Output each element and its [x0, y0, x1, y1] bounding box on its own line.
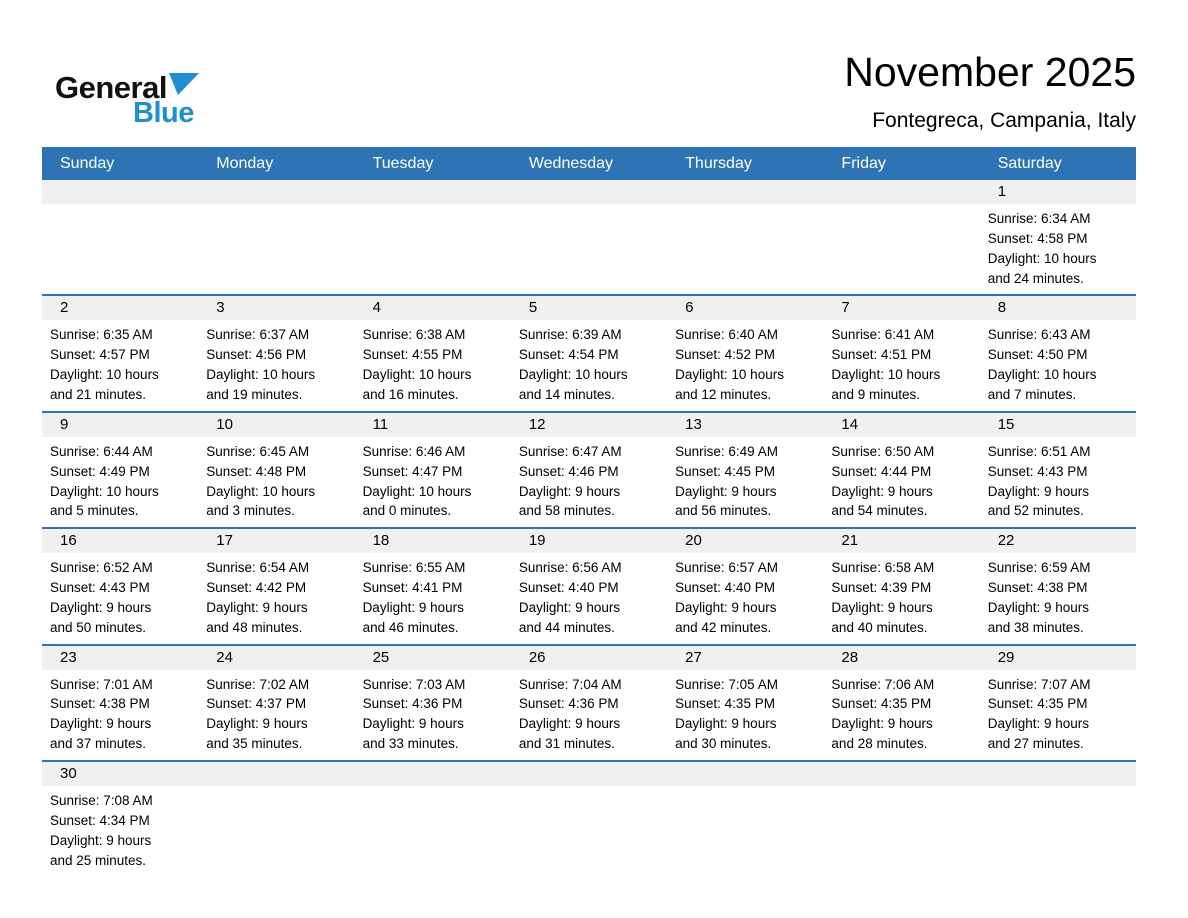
- detail-line: Sunrise: 6:44 AM: [50, 443, 153, 459]
- detail-line: Daylight: 10 hours: [206, 367, 316, 383]
- day-number: [667, 180, 823, 204]
- detail-line: Daylight: 10 hours: [50, 483, 159, 499]
- day-cell: [42, 296, 198, 410]
- detail-line: Sunset: 4:43 PM: [987, 463, 1088, 479]
- day-number: [823, 762, 979, 786]
- day-details: [42, 553, 198, 643]
- detail-line: and 50 minutes.: [50, 619, 147, 635]
- detail-line: Daylight: 9 hours: [831, 599, 933, 615]
- detail-line: Sunrise: 6:52 AM: [50, 560, 153, 576]
- day-number: 19: [511, 529, 667, 553]
- detail-line: Sunrise: 7:02 AM: [206, 676, 310, 692]
- empty-day-cell: [980, 762, 1136, 876]
- day-cell: [667, 413, 823, 527]
- detail-line: Daylight: 10 hours: [518, 367, 628, 383]
- day-number: 20: [667, 529, 823, 553]
- detail-line: Sunset: 4:36 PM: [362, 696, 463, 712]
- detail-line: Sunset: 4:47 PM: [362, 463, 463, 479]
- detail-line: and 31 minutes.: [518, 736, 615, 752]
- day-details: [198, 670, 354, 760]
- detail-line: Sunrise: 7:05 AM: [675, 676, 778, 692]
- detail-line: and 12 minutes.: [675, 387, 772, 402]
- logo-general-text: General: [55, 70, 167, 105]
- detail-line: Daylight: 9 hours: [987, 599, 1090, 615]
- empty-day-cell: [198, 762, 354, 876]
- detail-line: Sunrise: 7:03 AM: [362, 676, 466, 692]
- day-cell: [42, 762, 198, 876]
- detail-line: Sunset: 4:35 PM: [675, 696, 775, 712]
- detail-line: and 27 minutes.: [987, 736, 1084, 752]
- detail-line: Sunrise: 6:34 AM: [987, 211, 1091, 227]
- day-number: 5: [511, 296, 667, 320]
- detail-line: Sunset: 4:39 PM: [831, 580, 932, 596]
- detail-line: Sunrise: 7:06 AM: [831, 676, 935, 692]
- day-details: [980, 204, 1136, 294]
- day-details: [198, 437, 354, 527]
- day-details: [511, 553, 667, 643]
- day-cell: [980, 529, 1136, 643]
- detail-line: and 42 minutes.: [675, 619, 772, 635]
- detail-line: and 28 minutes.: [831, 736, 928, 752]
- day-number: 16: [42, 529, 198, 553]
- detail-line: and 14 minutes.: [518, 387, 615, 402]
- day-cell: [198, 413, 354, 527]
- detail-line: Daylight: 9 hours: [518, 716, 621, 732]
- detail-line: Sunset: 4:35 PM: [831, 696, 932, 712]
- day-details: [511, 670, 667, 760]
- day-cell: [667, 646, 823, 760]
- day-number: 25: [355, 646, 511, 670]
- dow-friday: Friday: [841, 154, 886, 172]
- day-number: [511, 762, 667, 786]
- logo-triangle-icon: [169, 73, 199, 95]
- empty-day-cell: [42, 180, 198, 294]
- day-number: 6: [667, 296, 823, 320]
- day-cell: [667, 529, 823, 643]
- day-number: 18: [355, 529, 511, 553]
- detail-line: Sunrise: 6:43 AM: [987, 327, 1091, 343]
- detail-line: Daylight: 9 hours: [50, 599, 152, 615]
- day-number: 30: [42, 762, 198, 786]
- detail-line: and 7 minutes.: [987, 387, 1077, 402]
- detail-line: Sunrise: 7:01 AM: [50, 676, 153, 692]
- day-cell: [42, 529, 198, 643]
- day-cell: [511, 529, 667, 643]
- week-row: [42, 294, 1136, 410]
- day-number: 12: [511, 413, 667, 437]
- day-cell: [355, 646, 511, 760]
- day-cell: [511, 413, 667, 527]
- day-number: 29: [980, 646, 1136, 670]
- detail-line: Sunset: 4:57 PM: [50, 347, 150, 363]
- day-details: [355, 670, 511, 760]
- day-cell: [823, 529, 979, 643]
- week-row: [42, 411, 1136, 527]
- week-row: [42, 180, 1136, 294]
- day-number: [198, 762, 354, 786]
- detail-line: Daylight: 9 hours: [987, 483, 1090, 499]
- detail-line: Daylight: 9 hours: [206, 599, 308, 615]
- day-number: 13: [667, 413, 823, 437]
- day-cell: [355, 529, 511, 643]
- day-number: 21: [823, 529, 979, 553]
- detail-line: Sunset: 4:46 PM: [518, 463, 619, 479]
- day-details: [823, 670, 979, 760]
- detail-line: and 35 minutes.: [206, 736, 303, 752]
- dow-saturday: Saturday: [997, 154, 1062, 172]
- detail-line: Daylight: 10 hours: [987, 367, 1097, 383]
- day-number: 8: [980, 296, 1136, 320]
- detail-line: Daylight: 9 hours: [831, 716, 933, 732]
- detail-line: and 19 minutes.: [206, 387, 303, 402]
- detail-line: Sunset: 4:52 PM: [675, 347, 775, 363]
- detail-line: Sunset: 4:55 PM: [362, 347, 463, 363]
- detail-line: Sunset: 4:42 PM: [206, 580, 307, 596]
- detail-line: Sunset: 4:37 PM: [206, 696, 307, 712]
- day-number: 3: [198, 296, 354, 320]
- week-row: [42, 760, 1136, 876]
- detail-line: Daylight: 9 hours: [50, 832, 152, 848]
- detail-line: Sunset: 4:56 PM: [206, 347, 307, 363]
- day-cell: [823, 646, 979, 760]
- empty-day-cell: [667, 762, 823, 876]
- dow-thursday: Thursday: [685, 154, 752, 172]
- logo-blue-text: Blue: [133, 97, 194, 129]
- day-details: [355, 320, 511, 410]
- dow-tuesday: Tuesday: [372, 154, 434, 172]
- detail-line: Sunset: 4:35 PM: [987, 696, 1088, 712]
- detail-line: Sunrise: 6:56 AM: [518, 560, 622, 576]
- weeks-container: [42, 180, 1136, 876]
- detail-line: Sunset: 4:40 PM: [675, 580, 775, 596]
- detail-line: Sunset: 4:34 PM: [50, 812, 150, 828]
- empty-day-cell: [511, 762, 667, 876]
- detail-line: Daylight: 10 hours: [987, 250, 1097, 266]
- detail-line: Daylight: 9 hours: [675, 716, 777, 732]
- detail-line: and 33 minutes.: [362, 736, 459, 752]
- empty-day-cell: [823, 762, 979, 876]
- detail-line: Sunset: 4:54 PM: [518, 347, 619, 363]
- detail-line: Daylight: 9 hours: [206, 716, 308, 732]
- day-details: [823, 437, 979, 527]
- detail-line: Sunrise: 6:41 AM: [831, 327, 935, 343]
- calendar-table: [42, 147, 1136, 876]
- detail-line: Daylight: 9 hours: [518, 483, 621, 499]
- day-number: 2: [42, 296, 198, 320]
- day-details: [511, 320, 667, 410]
- detail-line: Sunrise: 6:49 AM: [675, 443, 778, 459]
- day-cell: [42, 413, 198, 527]
- day-details: [42, 670, 198, 760]
- general-blue-logo: [55, 72, 199, 128]
- day-details: [511, 437, 667, 527]
- day-cell: [980, 646, 1136, 760]
- detail-line: Sunset: 4:36 PM: [518, 696, 619, 712]
- detail-line: Sunrise: 6:39 AM: [518, 327, 622, 343]
- detail-line: and 52 minutes.: [987, 503, 1084, 519]
- detail-line: and 56 minutes.: [675, 503, 772, 519]
- day-number: 9: [42, 413, 198, 437]
- detail-line: Daylight: 10 hours: [362, 483, 472, 499]
- dow-monday: Monday: [216, 154, 274, 172]
- detail-line: and 24 minutes.: [987, 270, 1084, 286]
- detail-line: and 30 minutes.: [675, 736, 772, 752]
- day-cell: [355, 296, 511, 410]
- detail-line: Sunset: 4:38 PM: [50, 696, 150, 712]
- detail-line: and 44 minutes.: [518, 619, 615, 635]
- detail-line: Sunrise: 6:46 AM: [362, 443, 466, 459]
- day-number: 27: [667, 646, 823, 670]
- empty-day-cell: [355, 762, 511, 876]
- dow-wednesday: Wednesday: [528, 154, 614, 172]
- empty-day-cell: [355, 180, 511, 294]
- detail-line: Sunrise: 7:08 AM: [50, 792, 153, 808]
- detail-line: Sunrise: 7:04 AM: [518, 676, 622, 692]
- day-number: 23: [42, 646, 198, 670]
- detail-line: Sunset: 4:48 PM: [206, 463, 307, 479]
- day-cell: [980, 413, 1136, 527]
- day-number: 10: [198, 413, 354, 437]
- day-cell: [42, 646, 198, 760]
- detail-line: and 3 minutes.: [206, 503, 295, 519]
- detail-line: Sunset: 4:44 PM: [831, 463, 932, 479]
- detail-line: and 46 minutes.: [362, 619, 459, 635]
- day-number: [355, 180, 511, 204]
- day-number: [511, 180, 667, 204]
- day-details: [980, 437, 1136, 527]
- detail-line: Daylight: 9 hours: [987, 716, 1090, 732]
- day-number: 11: [355, 413, 511, 437]
- day-details: [198, 320, 354, 410]
- day-details: [355, 437, 511, 527]
- detail-line: Sunrise: 6:37 AM: [206, 327, 310, 343]
- day-details: [980, 670, 1136, 760]
- detail-line: Sunset: 4:50 PM: [987, 347, 1088, 363]
- day-number: 7: [823, 296, 979, 320]
- detail-line: Sunrise: 6:59 AM: [987, 560, 1091, 576]
- detail-line: Sunrise: 6:40 AM: [675, 327, 778, 343]
- detail-line: and 5 minutes.: [50, 503, 139, 519]
- day-number: 4: [355, 296, 511, 320]
- detail-line: and 38 minutes.: [987, 619, 1084, 635]
- dow-sunday: Sunday: [60, 154, 115, 172]
- day-cell: [667, 296, 823, 410]
- detail-line: Daylight: 9 hours: [362, 599, 464, 615]
- detail-line: and 48 minutes.: [206, 619, 303, 635]
- detail-line: and 37 minutes.: [50, 736, 147, 752]
- day-cell: [511, 646, 667, 760]
- day-cell: [198, 296, 354, 410]
- detail-line: Sunset: 4:58 PM: [987, 230, 1088, 246]
- detail-line: Daylight: 9 hours: [518, 599, 621, 615]
- detail-line: Daylight: 9 hours: [50, 716, 152, 732]
- day-number: [823, 180, 979, 204]
- empty-day-cell: [198, 180, 354, 294]
- detail-line: Sunrise: 6:47 AM: [518, 443, 622, 459]
- day-details: [980, 553, 1136, 643]
- detail-line: and 9 minutes.: [831, 387, 920, 402]
- detail-line: Sunrise: 7:07 AM: [987, 676, 1091, 692]
- detail-line: Sunset: 4:43 PM: [50, 580, 150, 596]
- week-row: [42, 644, 1136, 760]
- detail-line: Sunset: 4:38 PM: [987, 580, 1088, 596]
- detail-line: Sunset: 4:45 PM: [675, 463, 775, 479]
- detail-line: Daylight: 9 hours: [675, 483, 777, 499]
- day-number: 24: [198, 646, 354, 670]
- empty-day-cell: [823, 180, 979, 294]
- detail-line: and 58 minutes.: [518, 503, 615, 519]
- detail-line: Daylight: 10 hours: [206, 483, 316, 499]
- detail-line: Sunset: 4:51 PM: [831, 347, 932, 363]
- day-number: 26: [511, 646, 667, 670]
- day-details: [823, 553, 979, 643]
- detail-line: Sunrise: 6:35 AM: [50, 327, 153, 343]
- day-number: 15: [980, 413, 1136, 437]
- day-cell: [823, 413, 979, 527]
- day-details: [42, 320, 198, 410]
- day-number: [42, 180, 198, 204]
- day-cell: [198, 646, 354, 760]
- day-number: [198, 180, 354, 204]
- detail-line: and 54 minutes.: [831, 503, 928, 519]
- location-subtitle: Fontegreca, Campania, Italy: [872, 109, 1136, 133]
- title-block: [844, 50, 1136, 133]
- detail-line: Daylight: 9 hours: [831, 483, 933, 499]
- detail-line: Sunrise: 6:51 AM: [987, 443, 1091, 459]
- day-of-week-header-row: [42, 147, 1136, 180]
- detail-line: Sunrise: 6:54 AM: [206, 560, 310, 576]
- day-number: [355, 762, 511, 786]
- detail-line: and 16 minutes.: [362, 387, 459, 402]
- detail-line: Daylight: 9 hours: [675, 599, 777, 615]
- week-row: [42, 527, 1136, 643]
- detail-line: Sunrise: 6:58 AM: [831, 560, 935, 576]
- day-details: [355, 553, 511, 643]
- detail-line: Daylight: 10 hours: [831, 367, 941, 383]
- detail-line: Daylight: 9 hours: [362, 716, 464, 732]
- empty-day-cell: [667, 180, 823, 294]
- detail-line: and 21 minutes.: [50, 387, 147, 402]
- detail-line: and 0 minutes.: [362, 503, 452, 519]
- day-details: [667, 437, 823, 527]
- detail-line: and 40 minutes.: [831, 619, 928, 635]
- day-details: [823, 320, 979, 410]
- detail-line: Daylight: 10 hours: [50, 367, 159, 383]
- day-cell: [980, 180, 1136, 294]
- detail-line: Sunset: 4:41 PM: [362, 580, 463, 596]
- day-details: [667, 553, 823, 643]
- day-details: [980, 320, 1136, 410]
- day-number: [667, 762, 823, 786]
- detail-line: Sunset: 4:40 PM: [518, 580, 619, 596]
- detail-line: Sunrise: 6:55 AM: [362, 560, 466, 576]
- empty-day-cell: [511, 180, 667, 294]
- day-details: [667, 670, 823, 760]
- day-cell: [198, 529, 354, 643]
- day-details: [42, 437, 198, 527]
- page-title: November 2025: [844, 49, 1136, 95]
- detail-line: Daylight: 10 hours: [675, 367, 784, 383]
- day-details: [42, 786, 198, 876]
- day-number: 28: [823, 646, 979, 670]
- day-cell: [980, 296, 1136, 410]
- detail-line: Sunrise: 6:50 AM: [831, 443, 935, 459]
- detail-line: Sunrise: 6:57 AM: [675, 560, 778, 576]
- detail-line: Sunrise: 6:45 AM: [206, 443, 310, 459]
- day-number: 1: [980, 180, 1136, 204]
- day-cell: [355, 413, 511, 527]
- day-number: 22: [980, 529, 1136, 553]
- day-number: [980, 762, 1136, 786]
- day-number: 14: [823, 413, 979, 437]
- day-cell: [511, 296, 667, 410]
- detail-line: and 25 minutes.: [50, 852, 147, 868]
- page-header: [0, 0, 1188, 133]
- detail-line: Sunset: 4:49 PM: [50, 463, 150, 479]
- day-details: [667, 320, 823, 410]
- day-details: [198, 553, 354, 643]
- day-cell: [823, 296, 979, 410]
- detail-line: Daylight: 10 hours: [362, 367, 472, 383]
- detail-line: Sunrise: 6:38 AM: [362, 327, 466, 343]
- day-number: 17: [198, 529, 354, 553]
